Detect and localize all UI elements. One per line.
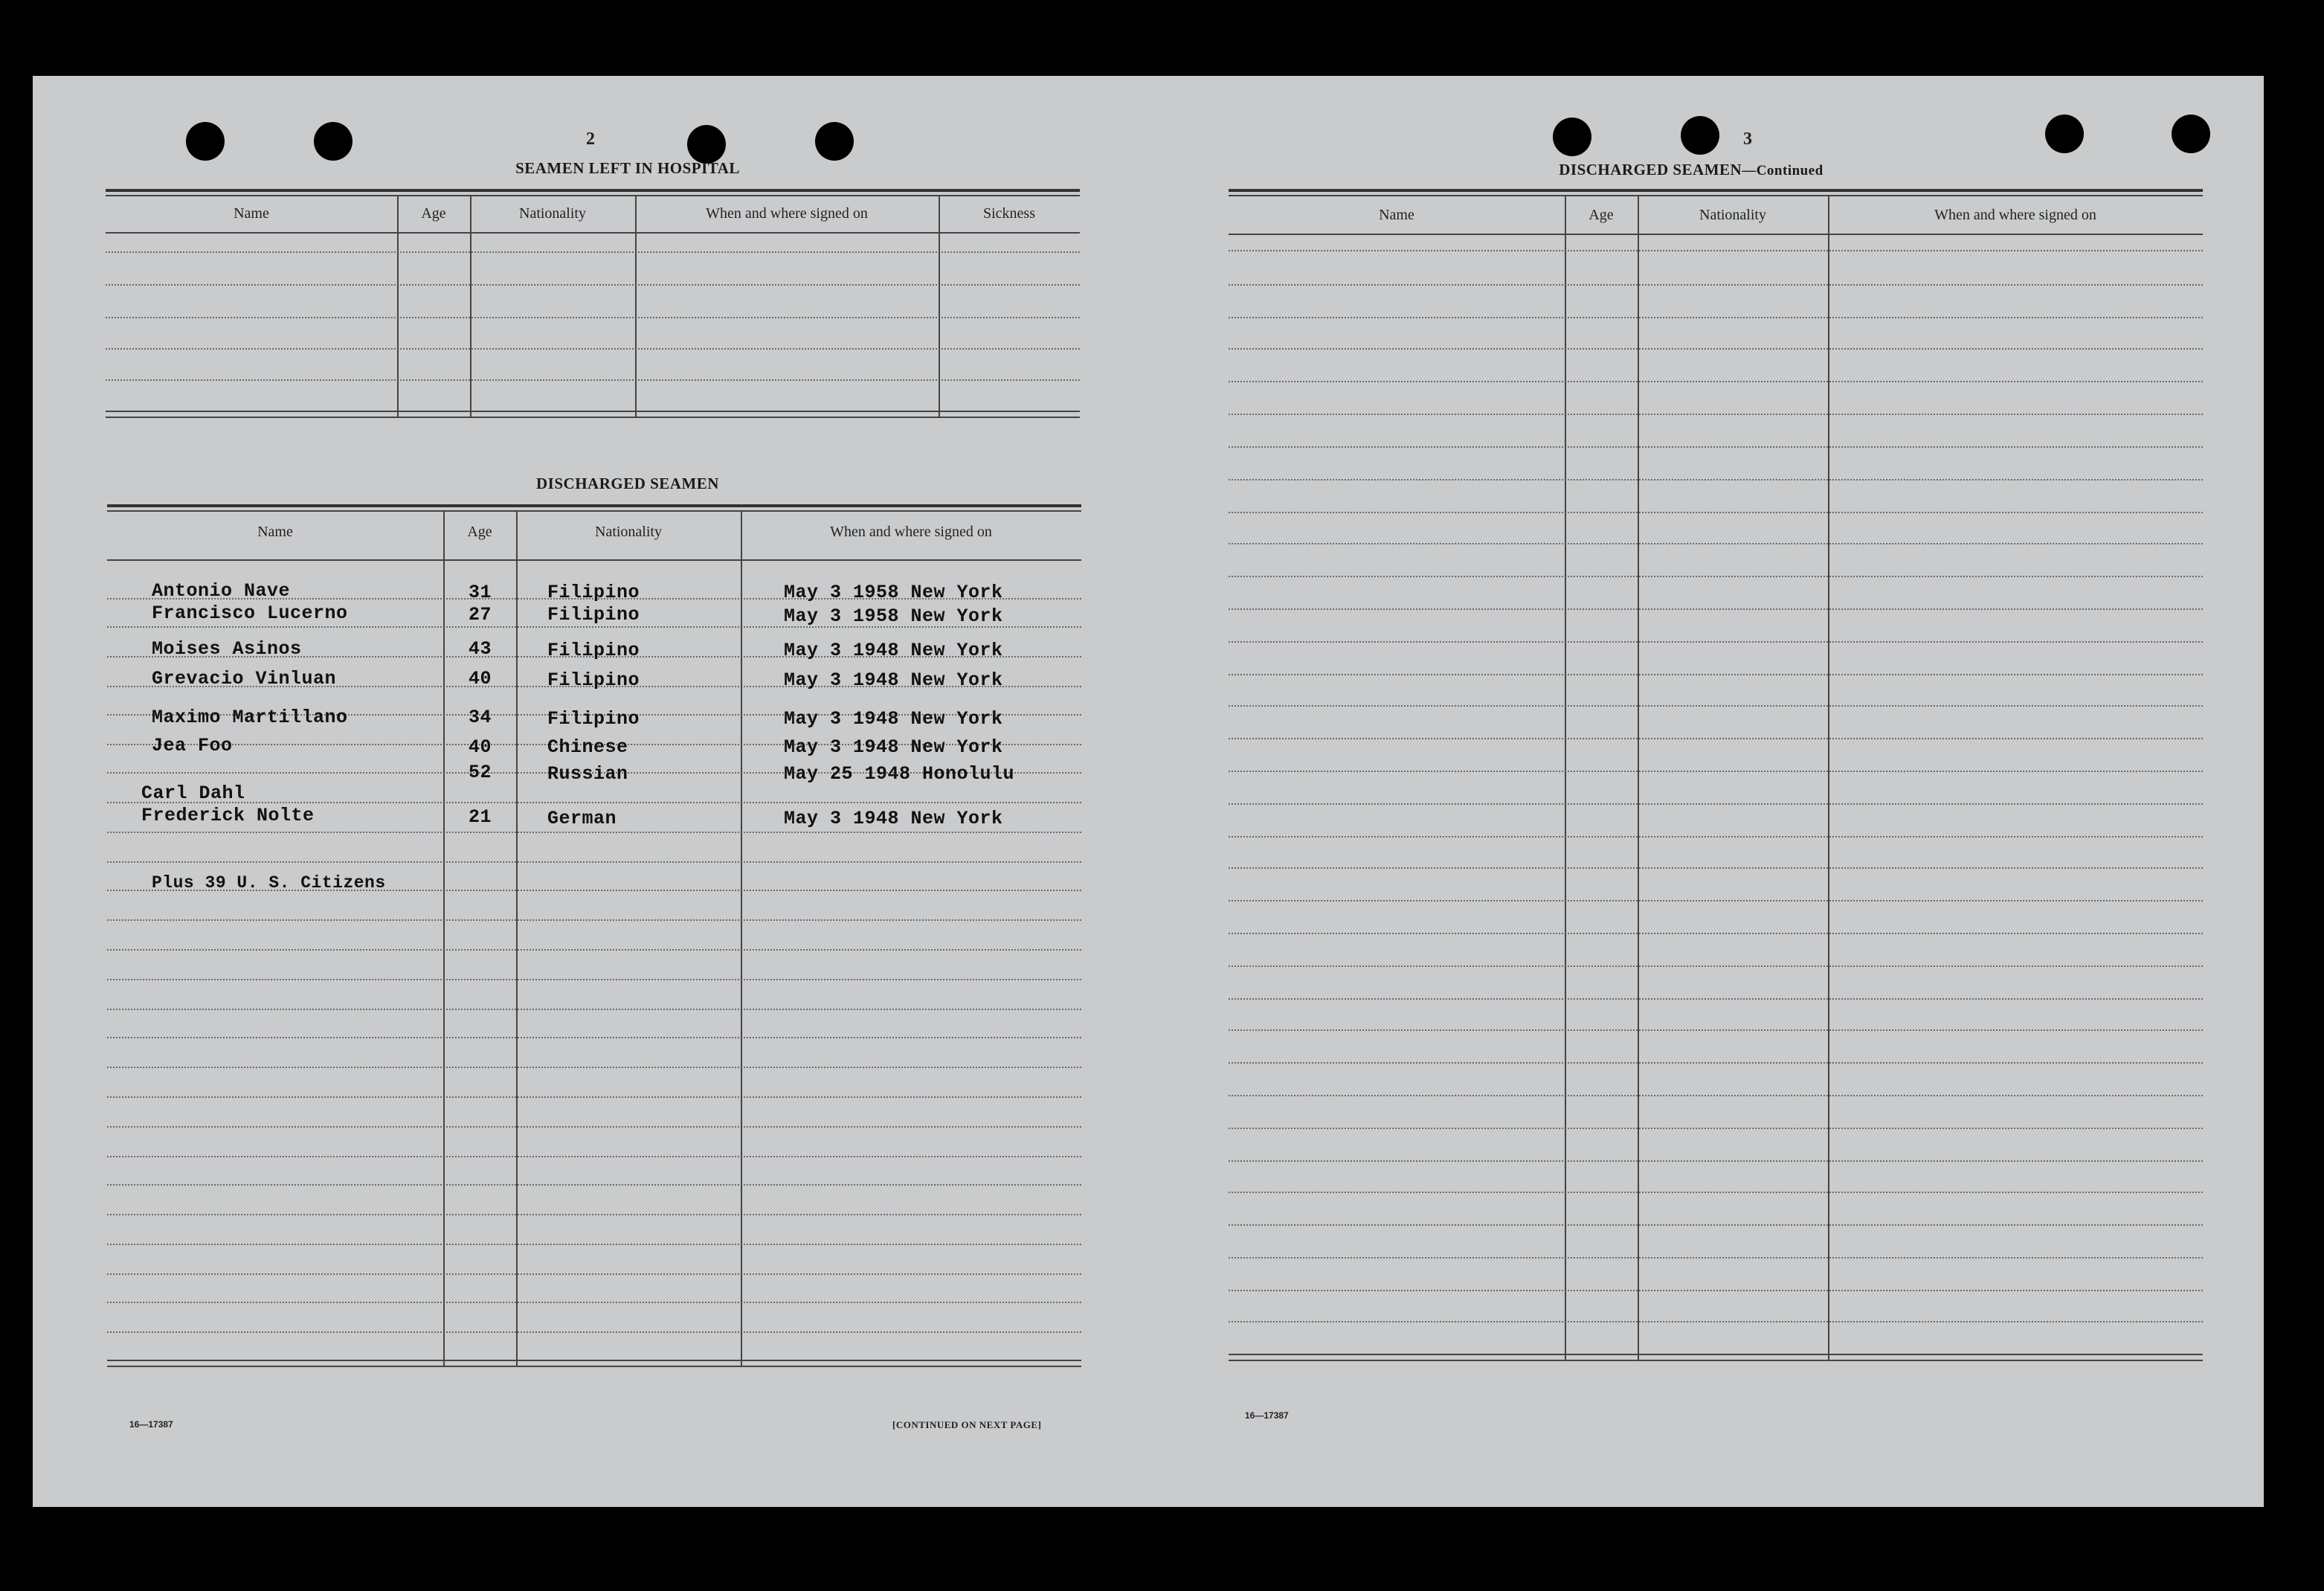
document-sheet bbox=[33, 76, 2264, 1507]
seaman-name: Carl Dahl bbox=[141, 782, 245, 804]
column-header-name: Name bbox=[1379, 207, 1414, 223]
column-header-signed-on: When and where signed on bbox=[830, 524, 992, 540]
seaman-nationality: Filipino bbox=[547, 708, 640, 730]
seaman-signed-on: May 3 1948 New York bbox=[784, 708, 1003, 730]
seaman-signed-on: May 3 1958 New York bbox=[784, 605, 1003, 627]
seaman-age: 40 bbox=[469, 668, 492, 690]
left-page bbox=[33, 76, 1148, 1507]
seaman-name: Francisco Lucerno bbox=[152, 602, 348, 624]
seaman-nationality: Filipino bbox=[547, 640, 640, 661]
continued-note: [CONTINUED ON NEXT PAGE] bbox=[892, 1419, 1042, 1430]
seaman-name: Moises Asinos bbox=[152, 638, 302, 660]
column-header-name: Name bbox=[234, 205, 269, 222]
seaman-age: 27 bbox=[469, 604, 492, 626]
punch-hole bbox=[2045, 115, 2084, 153]
seaman-signed-on: May 3 1958 New York bbox=[784, 582, 1003, 603]
seaman-age: 52 bbox=[469, 762, 492, 783]
column-header-age: Age bbox=[421, 205, 446, 222]
seaman-nationality: Filipino bbox=[547, 604, 640, 626]
seaman-age: 31 bbox=[469, 582, 492, 603]
page-number: 3 bbox=[1743, 129, 1752, 149]
punch-hole bbox=[1681, 116, 1719, 155]
punch-hole bbox=[314, 122, 353, 161]
seaman-nationality: German bbox=[547, 808, 617, 829]
citizens-note: Plus 39 U. S. Citizens bbox=[152, 873, 386, 893]
seaman-name: Jea Foo bbox=[152, 735, 233, 756]
seaman-name: Frederick Nolte bbox=[141, 805, 315, 826]
seaman-name: Antonio Nave bbox=[152, 580, 291, 602]
seaman-signed-on: May 3 1948 New York bbox=[784, 669, 1003, 691]
continued-suffix: —Continued bbox=[1742, 163, 1824, 179]
seaman-age: 34 bbox=[469, 707, 492, 728]
seaman-age: 43 bbox=[469, 638, 492, 660]
seaman-name: Grevacio Vinluan bbox=[152, 668, 337, 690]
punch-hole bbox=[687, 125, 726, 164]
seaman-signed-on: May 25 1948 Honolulu bbox=[784, 763, 1015, 785]
seaman-nationality: Filipino bbox=[547, 582, 640, 603]
seaman-signed-on: May 3 1948 New York bbox=[784, 640, 1003, 661]
discharged-section-title: DISCHARGED SEAMEN bbox=[536, 475, 719, 492]
punch-hole bbox=[2172, 115, 2210, 153]
form-code: 16—17387 bbox=[1245, 1410, 1289, 1421]
column-header-age: Age bbox=[467, 524, 492, 540]
seaman-nationality: Chinese bbox=[547, 736, 628, 758]
page-number: 2 bbox=[586, 129, 595, 149]
column-header-signed-on: When and where signed on bbox=[1934, 207, 2096, 223]
seaman-signed-on: May 3 1948 New York bbox=[784, 736, 1003, 758]
right-page bbox=[1148, 76, 2264, 1507]
seaman-name: Maximo Martillano bbox=[152, 707, 348, 728]
form-code: 16—17387 bbox=[129, 1419, 173, 1430]
punch-hole bbox=[186, 122, 225, 161]
column-header-sickness: Sickness bbox=[983, 205, 1035, 222]
seaman-nationality: Russian bbox=[547, 763, 628, 785]
discharged-continued-title bbox=[1528, 161, 1855, 179]
punch-hole bbox=[815, 122, 854, 161]
seaman-age: 40 bbox=[469, 736, 492, 758]
column-header-nationality: Nationality bbox=[1699, 207, 1766, 223]
punch-hole bbox=[1553, 118, 1591, 156]
seaman-nationality: Filipino bbox=[547, 669, 640, 691]
discharged-table bbox=[107, 504, 1081, 1419]
seaman-signed-on: May 3 1948 New York bbox=[784, 808, 1003, 829]
column-header-nationality: Nationality bbox=[519, 205, 586, 222]
seaman-age: 21 bbox=[469, 806, 492, 828]
discharged-title-text: DISCHARGED SEAMEN bbox=[1559, 161, 1742, 179]
hospital-section-title: SEAMEN LEFT IN HOSPITAL bbox=[515, 159, 740, 177]
column-header-name: Name bbox=[257, 524, 293, 540]
column-header-nationality: Nationality bbox=[595, 524, 662, 540]
column-header-signed-on: When and where signed on bbox=[706, 205, 868, 222]
column-header-age: Age bbox=[1589, 207, 1614, 223]
discharged-continued-table bbox=[1229, 189, 2203, 1424]
